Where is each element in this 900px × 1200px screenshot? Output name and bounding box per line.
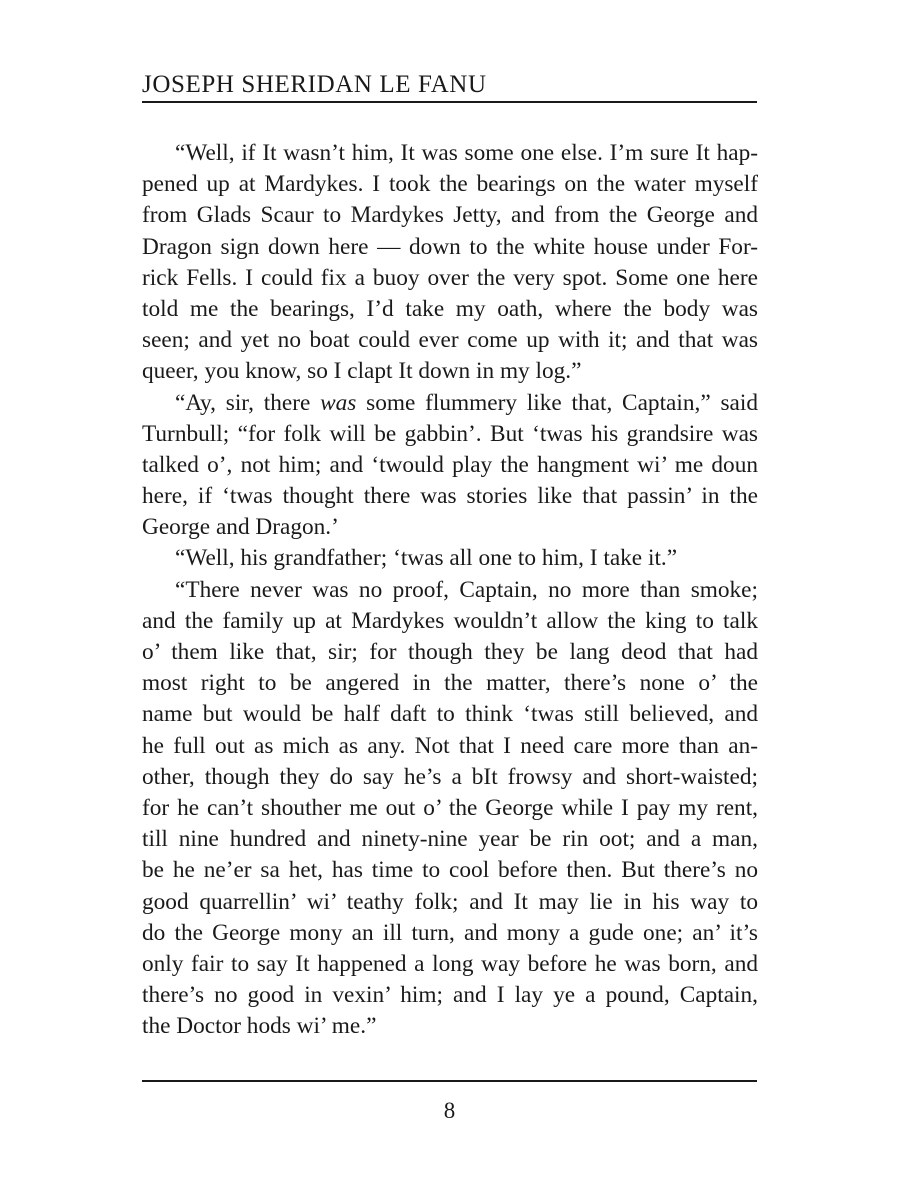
text-segment: some flummery like that, Captain,” said — [356, 389, 758, 416]
text-line: good quarrellin’ wi’ teathy folk; and It may lie in his way to — [142, 888, 758, 915]
text-line: name but would be half daft to think ‘twas still believed, and — [142, 701, 758, 728]
text-line: here, if ‘twas thought there was stories like that passin’ in the — [142, 483, 758, 510]
text-line: the Doctor hods wi’ me.” — [142, 1013, 377, 1040]
paragraph-1 — [142, 138, 758, 388]
text-line: there’s no good in vexin’ him; and I lay ye a pound, Captain, — [142, 982, 758, 1009]
text-line: George and Dragon.’ — [142, 514, 339, 541]
text-line: talked o’, not him; and ‘twould play the hangment wi’ me doun — [142, 451, 758, 478]
text-line: be he ne’er sa het, has time to cool before then. But there’s no — [142, 857, 758, 884]
text-line: Dragon sign down here — down to the white house under For- — [142, 233, 758, 260]
text-line: rick Fells. I could fix a buoy over the very spot. Some one here — [142, 264, 758, 291]
text-line: seen; and yet no boat could ever come up with it; and that was — [142, 327, 758, 354]
text-line: he full out as mich as any. Not that I need care more than an- — [142, 732, 758, 759]
text-line: other, though they do say he’s a bIt frowsy and short-waisted; — [142, 763, 758, 790]
body-text — [142, 138, 758, 1042]
text-line: most right to be angered in the matter, there’s none o’ the — [142, 670, 758, 697]
text-line: for he can’t shouther me out o’ the George while I pay my rent, — [142, 794, 758, 821]
text-line: from Glads Scaur to Mardykes Jetty, and from the George and — [142, 202, 758, 229]
text-line: do the George mony an ill turn, and mony a gude one; an’ it’s — [142, 919, 758, 946]
text-line: and the family up at Mardykes wouldn’t allow the king to talk — [142, 607, 758, 634]
text-line: queer, you know, so I clapt It down in my log.” — [142, 358, 582, 385]
text-segment: “Ay, sir, there — [175, 389, 321, 416]
text-line: “Well, his grandfather; ‘twas all one to him, I take it.” — [175, 545, 678, 572]
running-head-author: JOSEPH SHERIDAN LE FANU — [142, 71, 487, 98]
text-line-with-emphasis — [142, 388, 758, 419]
text-line: till nine hundred and ninety-nine year be rin oot; and a man, — [142, 826, 758, 853]
text-line: pened up at Mardykes. I took the bearings on the water myself — [142, 171, 758, 198]
text-line: “There never was no proof, Captain, no more than smoke; — [175, 576, 758, 603]
paragraph-3 — [142, 543, 758, 574]
text-line: “Well, if It wasn’t him, It was some one else. I’m sure It hap- — [175, 140, 758, 166]
paragraph-4 — [142, 575, 758, 1043]
text-line: only fair to say It happened a long way before he was born, and — [142, 950, 758, 977]
text-line: Turnbull; “for folk will be gabbin’. But ‘twas his grandsire was — [142, 420, 758, 447]
footer-rule — [142, 1080, 757, 1082]
text-line: told me the bearings, I’d take my oath, where the body was — [142, 295, 758, 322]
text-line: o’ them like that, sir; for though they be lang deod that had — [142, 639, 758, 665]
emphasis-text: was — [320, 389, 357, 416]
page-number: 8 — [443, 1098, 456, 1123]
paragraph-2 — [142, 388, 758, 544]
header-rule — [142, 101, 757, 103]
